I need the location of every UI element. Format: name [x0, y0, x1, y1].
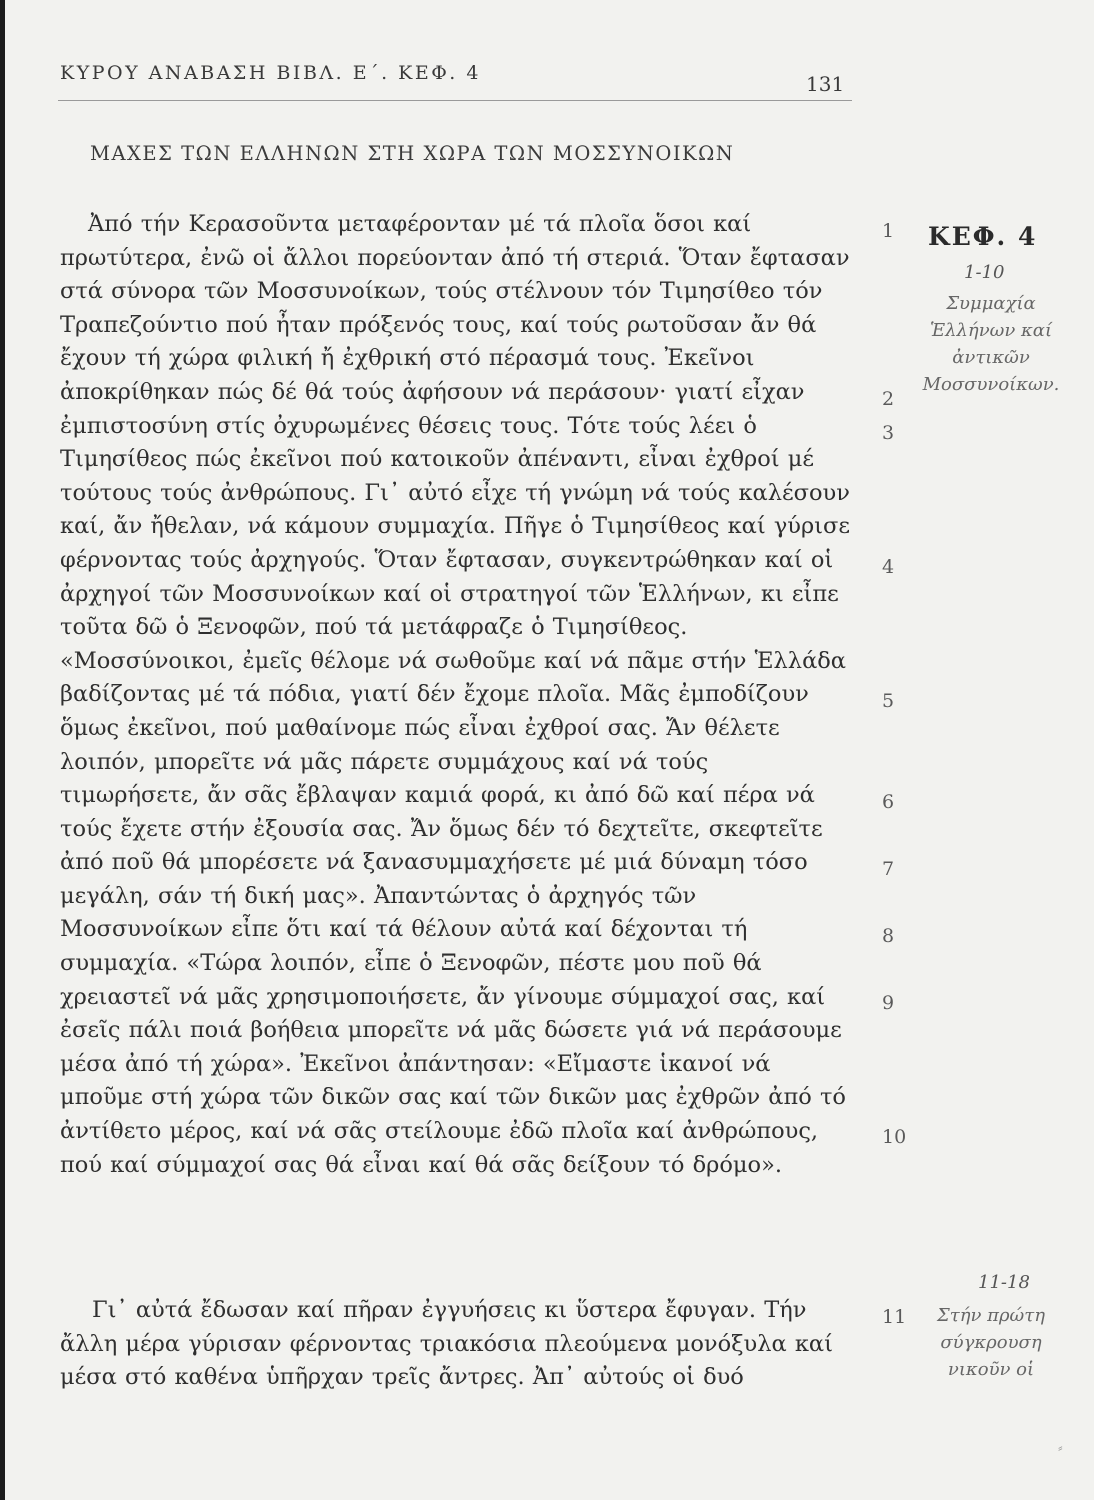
- section-number: 7: [882, 858, 895, 880]
- scan-page-edge: [0, 0, 5, 1500]
- header-rule: [58, 100, 852, 101]
- chapter-title: ΜΑΧΕΣ ΤΩΝ ΕΛΛΗΝΩΝ ΣΤΗ ΧΩΡΑ ΤΩΝ ΜΟΣΣΥΝΟΙΚΩΝ: [90, 142, 735, 165]
- page-number: 131: [806, 72, 845, 96]
- margin-range-1: 1-10: [964, 262, 1005, 283]
- section-number: 10: [882, 1126, 907, 1148]
- section-number: 2: [882, 388, 895, 410]
- body-paragraph-1: Ἀπό τήν Κερασοῦντα μεταφέρονταν μέ τά πλοῖα ὅσοι καί πρωτύτερα, ἐνῶ οἱ ἄλλοι πορεύονταν ἀπό τή στεριά. Ὅταν ἔφτασαν στά σύνορα τῶν Μοσσυνοίκων, τούς στέλνουν τόν Τιμησίθεο τόν Τραπεζούντιο πού ἦταν πρόξενός τους, καί τούς ρωτοῦσαν ἄν θά ἔχουν τή χώρα φιλική ἤ ἐχθρική στό πέρασμά τους. Ἐκεῖνοι ἀποκρίθηκαν πώς δέ θά τούς ἀφήσουν νά περάσουν· γιατί εἶχαν ἐμπιστοσύνη στίς ὀχυρωμένες θέσεις τους. Τότε τούς λέει ὁ Τιμησίθεος πώς ἐκεῖνοι πού κατοικοῦν ἀπέναντι, εἶναι ἐχθροί μέ τούτους τούς ἀνθρώπους. Γι᾽ αὐτό εἶχε τή γνώμη νά τούς καλέσουν καί, ἄν ἤθελαν, νά κάμουν συμμαχία. Πῆγε ὁ Τιμησίθεος καί γύρισε φέρνοντας τούς ἀρχηγούς. Ὅταν ἔφτασαν, συγκεντρώθηκαν καί οἱ ἀρχηγοί τῶν Μοσσυνοίκων καί οἱ στρατηγοί τῶν Ἑλλήνων, κι εἶπε τοῦτα δῶ ὁ Ξενοφῶν, πού τά μετάφραζε ὁ Τιμησίθεος. «Μοσσύνοικοι, ἐμεῖς θέλομε νά σωθοῦμε καί νά πᾶμε στήν Ἑλλάδα βαδίζοντας μέ τά πόδια, γιατί δέν ἔχομε πλοῖα. Μᾶς ἐμποδίζουν ὅμως ἐκεῖνοι, πού μαθαίνομε πώς εἶναι ἐχθροί σας. Ἄν θέλετε λοιπόν, μπορεῖτε νά μᾶς πάρετε συμμάχους καί νά τούς τιμωρήσετε, ἄν σᾶς ἔβλαψαν καμιά φορά, κι ἀπό δῶ καί πέρα νά τούς ἔχετε στήν ἐξουσία σας. Ἄν ὅμως δέν τό δεχτεῖτε, σκεφτεῖτε ἀπό ποῦ θά μπορέσετε νά ξανασυμμαχήσετε μέ μιά δύναμη τόσο μεγάλη, σάν τή δική μας». Ἀπαντώντας ὁ ἀρχηγός τῶν Μοσσυνοίκων εἶπε ὅτι καί τά θέλουν αὐτά καί δέχονται τή συμμαχία. «Τώρα λοιπόν, εἶπε ὁ Ξενοφῶν, πέστε μου ποῦ θά χρειαστεῖ νά μᾶς χρησιμοποιήσετε, ἄν γίνουμε σύμμαχοί σας, καί ἐσεῖς πάλι ποιά βοήθεια μπορεῖτε νά μᾶς δώσετε γιά νά περάσουμε μέσα ἀπό τή χώρα». Ἐκεῖνοι ἀπάντησαν: «Εἴμαστε ἱκανοί νά μποῦμε στή χώρα τῶν δικῶν σας καί τῶν δικῶν μας ἐχθρῶν ἀπό τό ἀντίθετο μέρος, καί νά σᾶς στείλουμε ἐδῶ πλοῖα καί ἀνθρώπους, πού καί σύμμαχοί σας θά εἶναι καί θά σᾶς δείξουν τό δρόμο».: [60, 211, 851, 1178]
- margin-chapter-label: ΚΕΦ. 4: [928, 222, 1038, 251]
- section-number: 5: [882, 690, 895, 712]
- margin-range-2: 11-18: [978, 1272, 1030, 1293]
- margin-summary-1: Συμμαχία Ἑλλήνων καί ἀντικῶν Μοσσυνοίκων.: [922, 293, 1060, 395]
- scan-smudge: ⸗: [1058, 1440, 1063, 1456]
- section-number: 1: [882, 220, 895, 242]
- section-number: 11: [882, 1306, 907, 1328]
- margin-summary-2: Στήν πρώτη σύγκρουση νικοῦν οἱ: [937, 1305, 1045, 1380]
- section-number: 8: [882, 925, 895, 947]
- section-number: 4: [882, 556, 895, 578]
- section-number: 3: [882, 422, 895, 444]
- body-paragraph-2: Γι᾽ αὐτά ἔδωσαν καί πῆραν ἐγγυήσεις κι ὕστερα ἔφυγαν. Τήν ἄλλη μέρα γύρισαν φέρνοντας τριακόσια πλεούμενα μονόξυλα καί μέσα στό καθένα ὑπῆρχαν τρεῖς ἄντρες. Ἀπ᾽ αὐτούς οἱ δυό: [60, 1297, 833, 1391]
- running-head: ΚΥΡΟΥ ΑΝΑΒΑΣΗ ΒΙΒΛ. Ε΄. ΚΕΦ. 4: [60, 62, 481, 84]
- section-number: 6: [882, 791, 895, 813]
- section-number: 9: [882, 992, 895, 1014]
